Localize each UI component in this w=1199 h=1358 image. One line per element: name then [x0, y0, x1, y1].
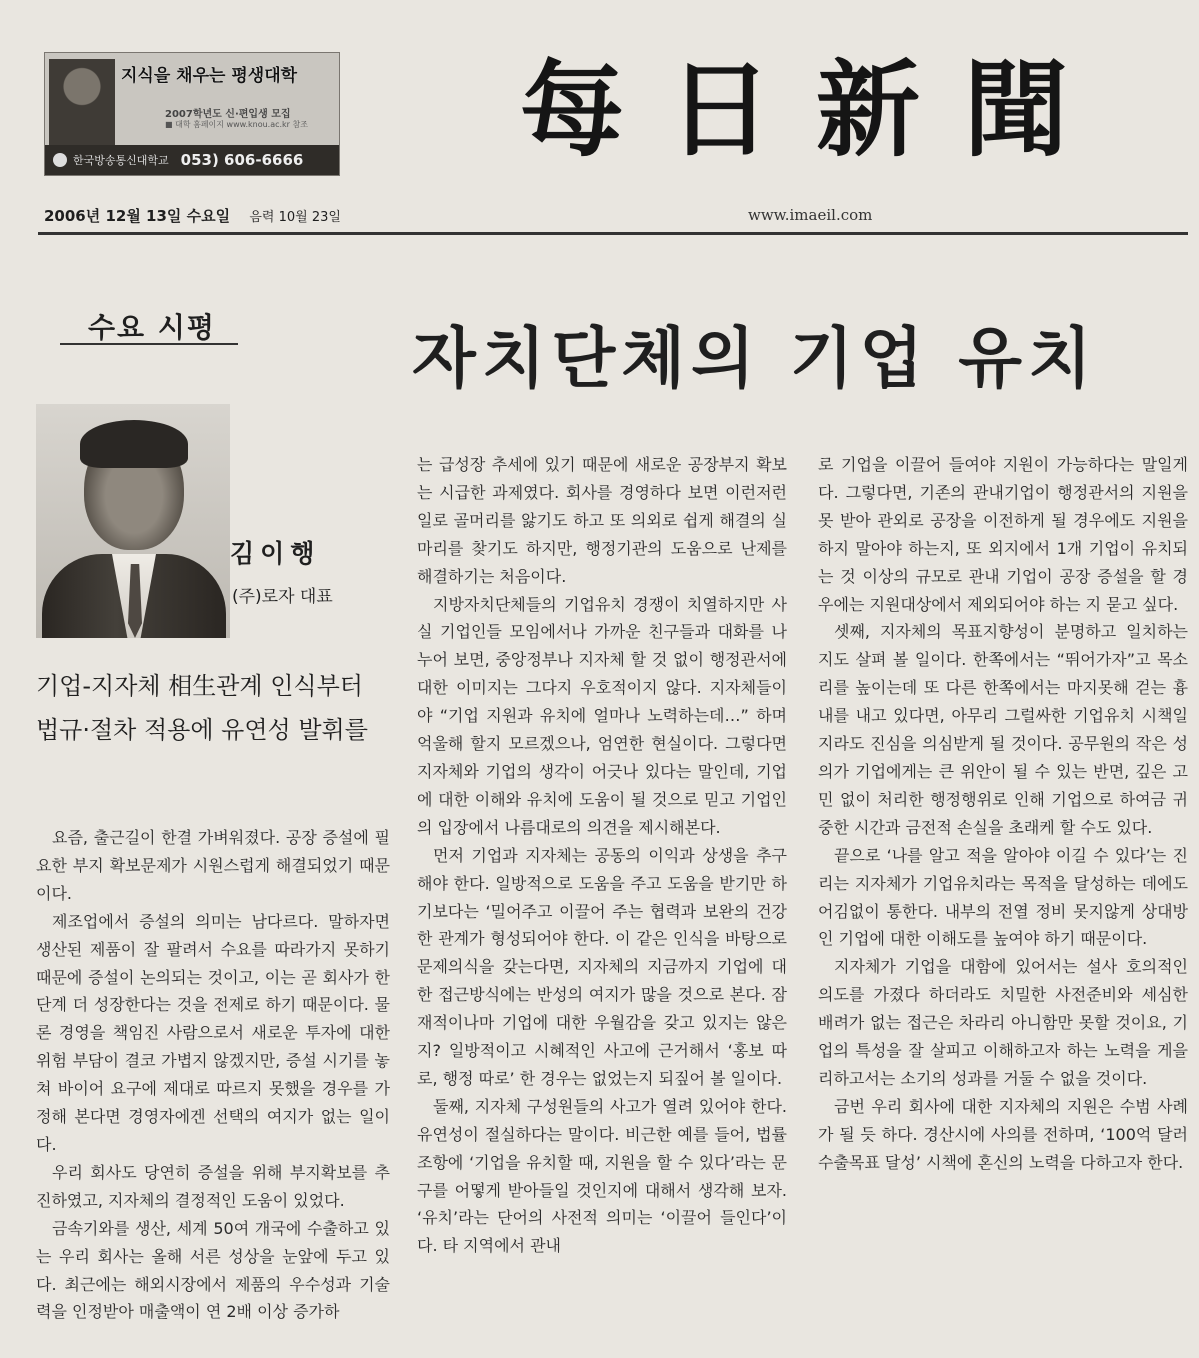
- paragraph: 금번 우리 회사에 대한 지자체의 지원은 수범 사례가 될 듯 하다. 경산시에 사의를 전하며, ‘100억 달러 수출목표 달성’ 시책에 혼신의 노력을 다하고자 한다.: [818, 1096, 1188, 1172]
- paragraph: 금속기와를 생산, 세계 50여 개국에 수출하고 있는 우리 회사는 올해 서른 성상을 눈앞에 두고 있다. 최근에는 해외시장에서 제품의 우수성과 기술력을 인정받아 매출액이 연 2배 이상 증가하: [36, 1218, 390, 1322]
- paragraph: 지방자치단체들의 기업유치 경쟁이 치열하지만 사실 기업인들 모임에서나 가까운 친구들과 대화를 나누어 보면, 중앙정부나 지자체 할 것 없이 행정관서에 대한 이미지는 그다지 우호적이지 않다. 지자체들이야 “기업 지원과 유치에 얼마나 노력하는데…” 하며 억울해 할지 모르겠으나, 엄연한 현실이다. 그렇다면 지자체와 기업의 생각이 어긋나 있다는 말인데, 기업에 대한 이해와 유치에 도움이 될 것으로 믿고 기업인의 입장에서 나름대로의 의견을 제시해본다.: [417, 594, 787, 837]
- column-label: 수요 시평: [88, 311, 216, 344]
- article-subheads: [36, 664, 376, 752]
- lunar-date: 음력 10월 23일: [249, 210, 341, 225]
- paragraph: 로 기업을 이끌어 들여야 지원이 가능하다는 말일게다. 그렇다면, 기존의 관내기업이 행정관서의 지원을 못 받아 관외로 공장을 이전하게 될 경우에도 지원을 하지 말아야 하는지, 또 외지에서 1개 기업이 유치되는 것 이상의 규모로 관내 기업이 공장 증설을 할 경우에는 지원대상에서 제외되어야 하는 지 묻고 싶다.: [818, 455, 1188, 614]
- ad-headline: 지식을 채우는 평생대학: [121, 66, 298, 86]
- author-name: 김이행: [230, 539, 321, 568]
- paragraph: 는 급성장 추세에 있기 때문에 새로운 공장부지 확보는 시급한 과제였다. 회사를 경영하다 보면 이런저런 일로 골머리를 앓기도 하고 또 의외로 쉽게 해결의 실마리를 찾기도 하지만, 행정기관의 도움으로 난제를 해결하기는 처음이다.: [417, 455, 787, 586]
- author-photo: [36, 404, 230, 638]
- newspaper-masthead: 每日新聞: [520, 48, 1113, 171]
- article-column-2: [417, 451, 787, 1260]
- article-headline: 자치단체의 기업 유치: [412, 320, 1098, 397]
- paragraph: 지자체가 기업을 대함에 있어서는 설사 호의적인 의도를 가졌다 하더라도 치밀한 사전준비와 세심한 배려가 없는 접근은 차라리 아니함만 못할 것이요, 기업의 특성을 잘 살피고 이해하고자 하는 노력을 게을리하고서는 소기의 성과를 거둘 수 없을 것이다.: [818, 957, 1188, 1088]
- paragraph: 셋째, 지자체의 목표지향성이 분명하고 일치하는 지도 살펴 볼 일이다. 한쪽에서는 “뛰어가자”고 목소리를 높이는데 또 다른 한쪽에서는 마지못해 걷는 흉내를 내고 있다면, 아무리 그럴싸한 기업유치 시책일지라도 진심을 의심받게 될 것이다. 공무원의 작은 성의가 기업에게는 큰 위안이 될 수 있는 반면, 깊은 고민 없이 처리한 행정행위로 인해 기업으로 하여금 귀중한 시간과 금전적 손실을 초래케 할 수도 있다.: [818, 622, 1188, 837]
- newspaper-url: www.imaeil.com: [748, 206, 873, 224]
- paragraph: 먼저 기업과 지자체는 공동의 이익과 상생을 추구해야 한다. 일방적으로 도움을 주고 도움을 받기만 하기보다는 ‘밀어주고 이끌어 주는 협력과 보완의 건강한 관계가 형성되어야 한다. 이 같은 인식을 바탕으로 문제의식을 갖는다면, 지자체의 지금까지 기업에 대한 접근방식에는 반성의 여지가 많을 것으로 본다. 잠재적이나마 기업에 대한 우월감을 갖고 있지는 않은지? 일방적이고 시혜적인 사고에 근거해서 ‘홍보 따로, 행정 따로’ 한 경우는 없었는지 되짚어 볼 일이다.: [417, 845, 787, 1088]
- ad-website-note: ■ 대학 홈페이지 www.knou.ac.kr 참조: [165, 120, 308, 129]
- subhead-line: 기업-지자체 相生관계 인식부터: [36, 672, 363, 700]
- ad-phone-number: 053) 606-6666: [180, 151, 304, 169]
- paragraph: 둘째, 지자체 구성원들의 사고가 열려 있어야 한다. 유연성이 절실하다는 말이다. 비근한 예를 들어, 법률 조항에 ‘기업을 유치할 때, 지원을 할 수 있다’라는 문구를 어떻게 받아들일 것인지에 대해서 생각해 보자. ‘유치’라는 단어의 사전적 의미는 ‘이끌어 들인다’이다. 타 지역에서 관내: [417, 1096, 787, 1256]
- ad-contact-bar: [45, 145, 339, 175]
- paragraph: 요즘, 출근길이 한결 가벼워졌다. 공장 증설에 필요한 부지 확보문제가 시원스럽게 해결되었기 때문이다.: [36, 828, 390, 903]
- ad-admission-notice: 2007학년도 신·편입생 모집: [165, 109, 291, 120]
- ad-portrait-photo: [49, 59, 115, 145]
- subhead-line: 법규·절차 적용에 유연성 발휘를: [36, 716, 368, 744]
- paragraph: 제조업에서 증설의 의미는 남다르다. 말하자면 생산된 제품이 잘 팔려서 수요를 따라가지 못하기 때문에 증설이 논의되는 것이고, 이는 곧 회사가 한 단계 더 성장한다는 것을 전제로 하기 때문이다. 물론 경영을 책임진 사람으로서 새로운 투자에 대한 위험 부담이 결코 가볍지 않겠지만, 증설 시기를 놓쳐 바이어 요구에 제대로 따르지 못했을 경우를 가정해 본다면 경영자에겐 선택의 여지가 없는 일이다.: [36, 911, 390, 1154]
- author-title: (주)로자 대표: [232, 587, 333, 607]
- dateline: [44, 205, 341, 226]
- publication-date: 2006년 12월 13일 수요일: [44, 207, 231, 225]
- ad-school-name: 한국방송통신대학교: [73, 154, 169, 167]
- article-column-1: [36, 824, 390, 1326]
- paragraph: 우리 회사도 당연히 증설을 위해 부지확보를 추진하였고, 지자체의 결정적인 도움이 있었다.: [36, 1162, 390, 1210]
- paragraph: 끝으로 ‘나를 알고 적을 알아야 이길 수 있다’는 진리는 지자체가 기업유치라는 목적을 달성하는 데에도 어김없이 통한다. 내부의 전열 정비 못지않게 상대방인 기업에 대한 이해도를 높여야 하기 때문이다.: [818, 845, 1188, 949]
- university-advertisement: [44, 52, 340, 176]
- masthead-divider: [38, 232, 1188, 235]
- school-logo-icon: [53, 153, 67, 167]
- column-label-underline: [60, 343, 238, 345]
- article-column-3: [818, 451, 1188, 1177]
